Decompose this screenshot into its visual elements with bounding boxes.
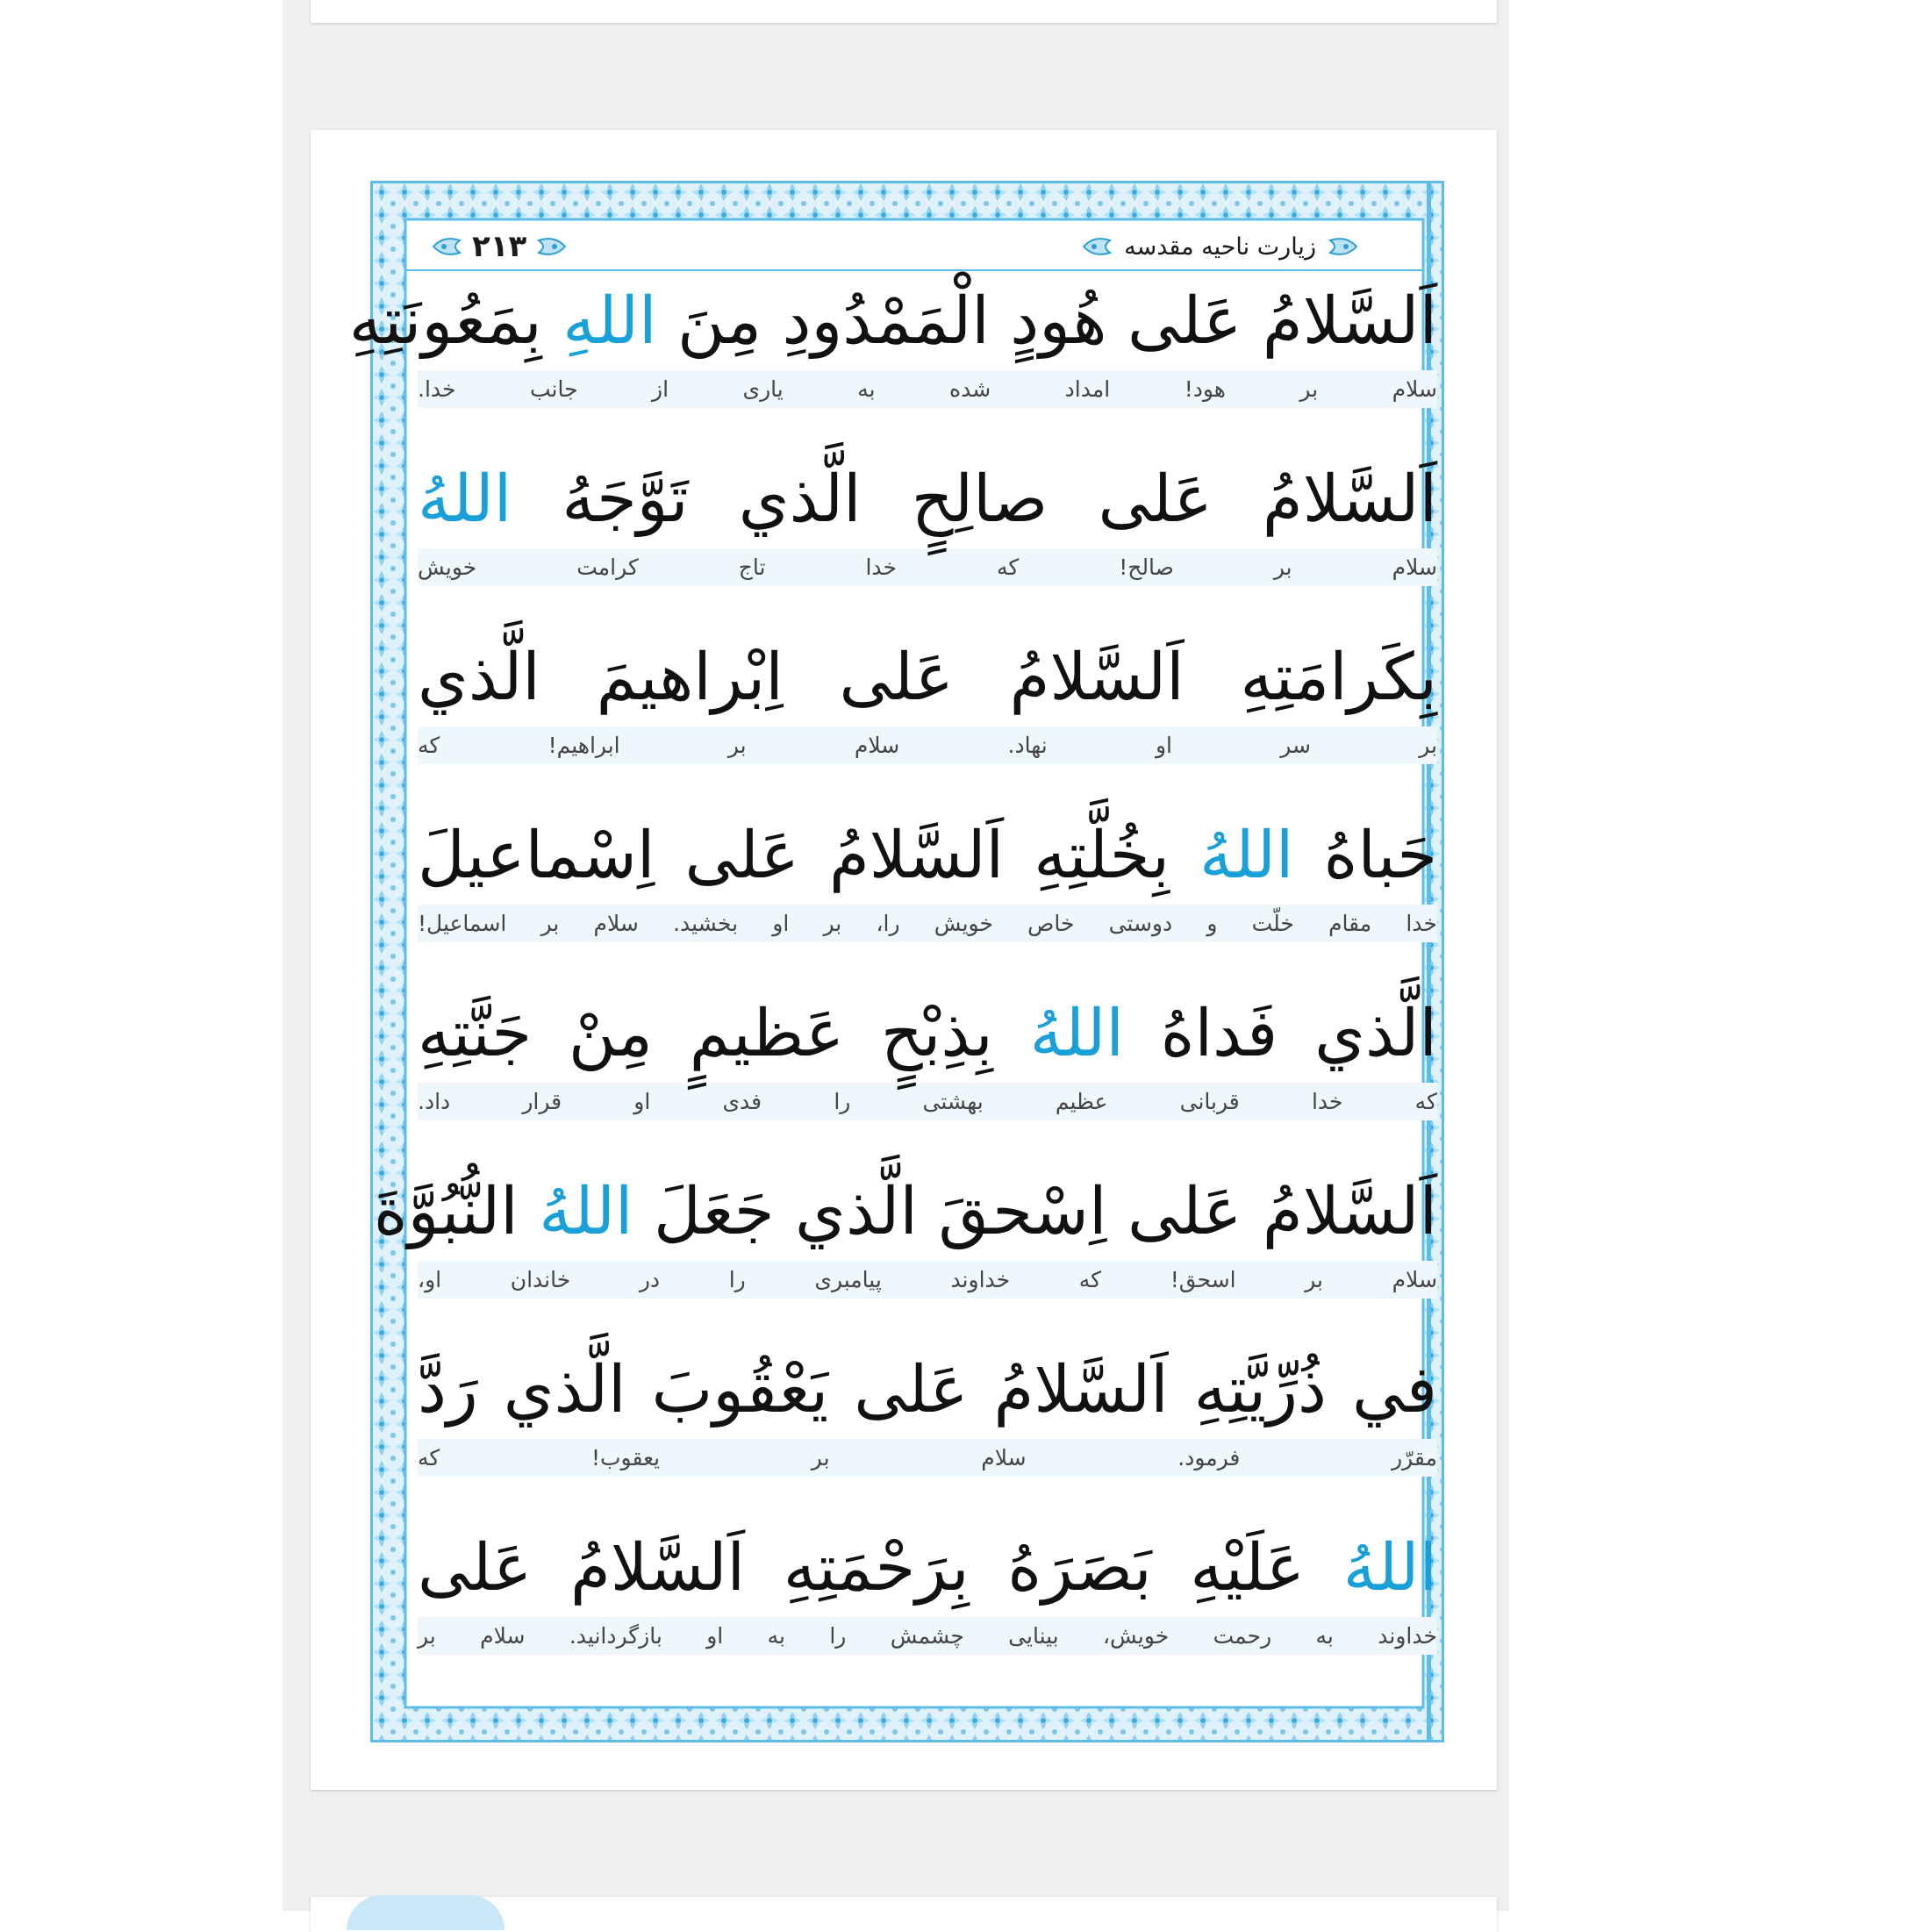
translation-word: مقام bbox=[1328, 911, 1372, 936]
translation-word: خدا. bbox=[418, 376, 456, 402]
translation-word: بر bbox=[823, 911, 842, 936]
translation-word: بر bbox=[811, 1445, 830, 1470]
translation-word: که bbox=[418, 1445, 440, 1470]
arabic-word: بِرَحْمَتِهِ bbox=[783, 1530, 970, 1606]
arabic-word: عَلى bbox=[1127, 283, 1242, 359]
translation-word: از bbox=[652, 376, 669, 402]
translation-word: را bbox=[829, 1623, 847, 1649]
arabesque-leaf-icon bbox=[1082, 234, 1113, 259]
translation-word: چشمش bbox=[890, 1623, 964, 1649]
translation-word: او bbox=[633, 1089, 651, 1114]
arabic-verse-line bbox=[418, 450, 1437, 548]
persian-translation-line bbox=[418, 1439, 1437, 1477]
page-header bbox=[411, 225, 1421, 268]
translation-word: عظیم bbox=[1055, 1089, 1108, 1114]
running-title-group bbox=[1082, 225, 1358, 268]
translation-word: خویش bbox=[418, 555, 477, 580]
translation-word: امداد bbox=[1064, 376, 1111, 402]
translation-word: پیامبری bbox=[814, 1267, 882, 1292]
translation-word: بر bbox=[1299, 376, 1319, 402]
arabic-word: صالِحٍ bbox=[911, 462, 1049, 537]
arabic-word: اَلسَّلامُ bbox=[570, 1530, 746, 1606]
translation-word: و bbox=[1206, 911, 1218, 936]
arabic-word: عَلى bbox=[1127, 1174, 1242, 1249]
translation-word: فدی bbox=[722, 1089, 762, 1114]
arabic-word: تَوَّجَهُ bbox=[562, 462, 689, 537]
translation-word: مقرّر bbox=[1392, 1445, 1437, 1470]
translation-word: به bbox=[767, 1623, 785, 1649]
translation-word: اسحق! bbox=[1170, 1267, 1236, 1292]
previous-page-edge[interactable] bbox=[311, 0, 1497, 23]
translation-word: خاص bbox=[1027, 911, 1075, 936]
arabic-word: مِنَ bbox=[677, 283, 762, 359]
arabic-verse-line bbox=[418, 984, 1437, 1083]
page-number: ۲۱۳ bbox=[472, 229, 527, 264]
arabic-word: بِذِبْحٍ bbox=[880, 996, 993, 1071]
translation-word: بر bbox=[1305, 1267, 1324, 1292]
next-page-tab[interactable] bbox=[347, 1895, 505, 1930]
translation-word: بر bbox=[1273, 555, 1292, 580]
translation-word: سلام bbox=[1392, 1267, 1438, 1292]
arabic-word: بَصَرَهُ bbox=[1007, 1530, 1152, 1606]
arabic-word: اَلسَّلامُ bbox=[1262, 462, 1438, 537]
translation-word: بهشتی bbox=[922, 1089, 984, 1114]
translation-word: سر bbox=[1280, 733, 1312, 758]
arabic-word: هُودٍ bbox=[1010, 283, 1107, 359]
arabic-word: اَلسَّلامُ bbox=[828, 818, 1005, 893]
translation-word: هود! bbox=[1184, 376, 1226, 402]
arabic-word: عَلَيْهِ bbox=[1190, 1530, 1306, 1606]
translation-word: دوستی bbox=[1108, 911, 1173, 936]
translation-word: کرامت bbox=[576, 555, 639, 580]
translation-word: قرار bbox=[522, 1089, 562, 1114]
translation-word: بر bbox=[727, 733, 747, 758]
arabic-word: جَعَلَ bbox=[654, 1174, 775, 1249]
allah-word: اللهُ bbox=[539, 1174, 633, 1249]
arabesque-leaf-icon bbox=[1327, 234, 1358, 259]
arabic-verse-line bbox=[373, 1163, 1437, 1261]
arabic-verse-line bbox=[418, 1519, 1437, 1617]
translation-word: که bbox=[1414, 1089, 1437, 1114]
arabic-word: عَلى bbox=[1098, 462, 1213, 537]
arabic-word: بِكَرامَتِهِ bbox=[1240, 640, 1437, 715]
translation-word: خدا bbox=[865, 555, 897, 580]
translation-word: سلام bbox=[1392, 376, 1437, 402]
arabic-word: الَّذي bbox=[503, 1352, 626, 1428]
translation-word: سلام bbox=[593, 911, 639, 936]
translation-word: که bbox=[996, 555, 1020, 580]
translation-word: او bbox=[706, 1623, 724, 1649]
arabic-word: بِخُلَّتِهِ bbox=[1034, 818, 1170, 893]
translation-word: خدا bbox=[1311, 1089, 1343, 1114]
arabic-word: اَلسَّلامُ bbox=[1262, 283, 1437, 359]
arabic-word: الَّذي bbox=[738, 462, 862, 537]
translation-word: خداوند bbox=[950, 1267, 1011, 1292]
translation-word: سلام bbox=[854, 733, 900, 758]
arabic-word: حَباهُ bbox=[1323, 818, 1437, 893]
translation-word: به bbox=[1315, 1623, 1334, 1649]
translation-word: رحمت bbox=[1213, 1623, 1272, 1649]
arabic-word: اِبْراهيمَ bbox=[596, 640, 784, 715]
persian-translation-line bbox=[418, 905, 1437, 942]
persian-translation-line bbox=[418, 1083, 1437, 1120]
arabic-word: الَّذي bbox=[1314, 996, 1437, 1071]
translation-word: او bbox=[1155, 733, 1172, 758]
translation-word: جانب bbox=[529, 376, 578, 402]
arabic-word: عَلى bbox=[854, 1352, 969, 1428]
translation-word: ابراهیم! bbox=[548, 733, 620, 758]
translation-word: بر bbox=[418, 1623, 436, 1649]
arabic-word: اَلسَّلامُ bbox=[993, 1352, 1169, 1428]
arabic-word: يَعْقُوبَ bbox=[651, 1352, 829, 1428]
arabic-word: جَنَّتِهِ bbox=[418, 996, 533, 1071]
arabic-word: عَلى bbox=[418, 1530, 533, 1606]
translation-word: خدا bbox=[1406, 911, 1437, 936]
arabesque-leaf-icon bbox=[535, 234, 567, 259]
persian-translation-line bbox=[418, 1617, 1437, 1655]
prayer-text-area bbox=[348, 272, 1438, 1697]
translation-word: یاری bbox=[742, 376, 784, 402]
allah-word: اللهِ bbox=[562, 283, 657, 359]
translation-word: یعقوب! bbox=[590, 1445, 661, 1470]
translation-word: بینایی bbox=[1008, 1623, 1059, 1649]
page-number-group bbox=[432, 225, 567, 268]
translation-word: که bbox=[1078, 1267, 1102, 1292]
translation-word: قربانی bbox=[1179, 1089, 1240, 1114]
arabic-verse-line bbox=[348, 272, 1437, 370]
translation-word: او bbox=[772, 911, 790, 936]
translation-word: سلام bbox=[480, 1623, 526, 1649]
translation-word: که bbox=[418, 733, 440, 758]
arabic-word: الْمَمْدُودِ bbox=[782, 283, 990, 359]
persian-translation-line bbox=[418, 370, 1437, 408]
arabic-word: النُّبُوَّةَ bbox=[373, 1174, 519, 1249]
translation-word: او، bbox=[418, 1267, 442, 1292]
translation-word: شده bbox=[949, 376, 991, 402]
arabic-word: رَدَّ bbox=[418, 1352, 478, 1428]
arabic-word: فَداهُ bbox=[1160, 996, 1278, 1071]
arabesque-leaf-icon bbox=[432, 234, 463, 259]
arabic-word: الَّذي bbox=[418, 640, 540, 715]
translation-word: سلام bbox=[1392, 555, 1437, 580]
translation-word: خلّت bbox=[1251, 911, 1294, 936]
persian-translation-line bbox=[418, 548, 1437, 586]
allah-word: اللهُ bbox=[1029, 996, 1124, 1071]
arabic-word: اَلسَّلامُ bbox=[1262, 1174, 1437, 1249]
translation-word: بر bbox=[540, 911, 560, 936]
translation-word: بازگردانید. bbox=[569, 1623, 662, 1649]
translation-word: داد. bbox=[418, 1089, 451, 1114]
translation-word: را، bbox=[876, 911, 900, 936]
arabic-word: الَّذي bbox=[795, 1174, 918, 1249]
translation-word: نهاد. bbox=[1007, 733, 1048, 758]
translation-word: تاج bbox=[738, 555, 766, 580]
translation-word: فرمود. bbox=[1177, 1445, 1241, 1470]
translation-word: صالح! bbox=[1119, 555, 1174, 580]
arabic-verse-line bbox=[418, 628, 1437, 726]
allah-word: اللهُ bbox=[1199, 818, 1294, 893]
arabic-word: مِنْ bbox=[568, 996, 653, 1071]
arabic-word: اَلسَّلامُ bbox=[1009, 640, 1185, 715]
arabic-word: اِسْحقَ bbox=[938, 1174, 1107, 1249]
translation-word: خویش bbox=[934, 911, 993, 936]
translation-word: به bbox=[857, 376, 876, 402]
arabic-word: بِمَعُونَتِهِ bbox=[348, 283, 542, 359]
arabic-word: عَظيمٍ bbox=[689, 996, 845, 1071]
translation-word: خویش، bbox=[1102, 1623, 1170, 1649]
translation-word: اسماعیل! bbox=[418, 911, 507, 936]
allah-word: اللهُ bbox=[418, 462, 512, 537]
arabic-word: اِسْماعيلَ bbox=[418, 818, 655, 893]
arabic-word: ذُرِّيَّتِهِ bbox=[1193, 1352, 1327, 1428]
translation-word: سلام bbox=[981, 1445, 1027, 1470]
arabic-verse-line bbox=[418, 806, 1437, 905]
arabic-verse-line bbox=[418, 1341, 1437, 1439]
translation-word: خاندان bbox=[510, 1267, 571, 1292]
arabic-word: في bbox=[1351, 1352, 1437, 1428]
translation-word: خداوند bbox=[1378, 1623, 1437, 1649]
arabic-word: عَلى bbox=[684, 818, 799, 893]
running-title: زیارت ناحیه مقدسه bbox=[1124, 233, 1316, 261]
translation-word: را bbox=[728, 1267, 746, 1292]
translation-word: بخشید. bbox=[673, 911, 739, 936]
translation-word: در bbox=[639, 1267, 661, 1292]
persian-translation-line bbox=[418, 726, 1437, 764]
translation-word: را bbox=[834, 1089, 851, 1114]
translation-word: بر bbox=[1419, 733, 1438, 758]
allah-word: اللهُ bbox=[1342, 1530, 1437, 1606]
persian-translation-line bbox=[418, 1261, 1437, 1299]
arabic-word: عَلى bbox=[839, 640, 954, 715]
